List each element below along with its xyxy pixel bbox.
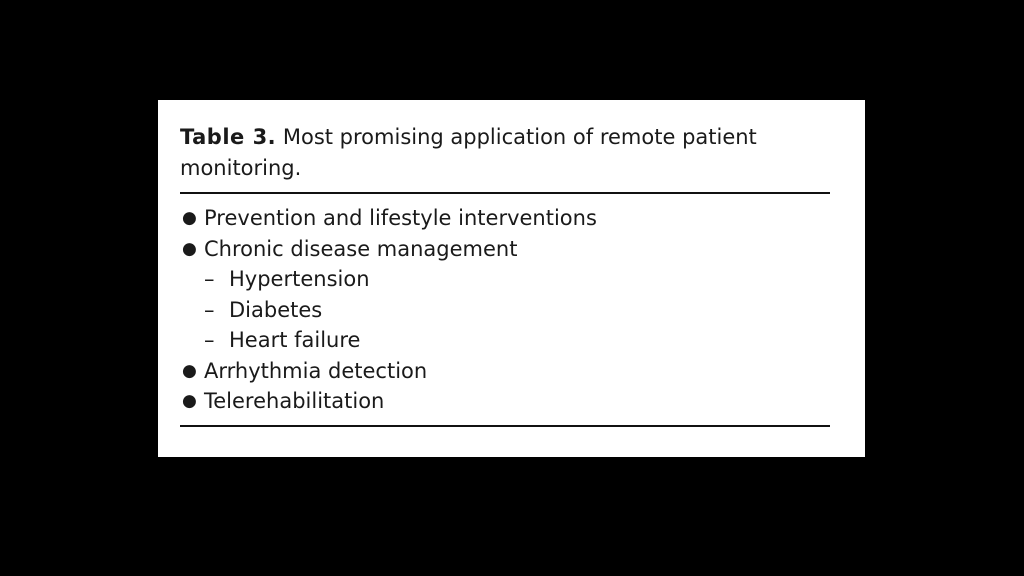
sub-item-label: Heart failure	[229, 328, 361, 352]
list-item-label: Chronic disease management	[204, 236, 518, 261]
table-label: Table 3.	[180, 125, 277, 149]
chronic-disease-sublist	[204, 264, 830, 356]
sub-item-hypertension	[204, 264, 830, 295]
sub-item-label: Hypertension	[229, 267, 370, 291]
list-item-arrhythmia	[180, 356, 830, 387]
table-caption-text: Most promising application of remote patient monitoring.	[180, 125, 757, 180]
application-list	[180, 194, 830, 427]
list-item-label: Telerehabilitation	[204, 389, 385, 413]
bullet-icon: ●	[182, 208, 197, 228]
bullet-icon: ●	[182, 391, 197, 411]
list-item-chronic-disease	[180, 234, 830, 356]
table-card	[158, 100, 865, 457]
dash-icon: –	[204, 267, 215, 291]
list-item-prevention	[180, 203, 830, 234]
list-item-label: Prevention and lifestyle interventions	[204, 206, 597, 230]
sub-item-diabetes	[204, 295, 830, 326]
bullet-icon: ●	[182, 360, 197, 381]
sub-item-label: Diabetes	[229, 297, 323, 322]
dash-icon: –	[204, 328, 215, 352]
list-item-telerehabilitation	[180, 386, 830, 417]
dash-icon: –	[204, 297, 215, 322]
table-caption	[180, 122, 830, 194]
bullet-icon: ●	[182, 238, 197, 259]
sub-item-heart-failure	[204, 325, 830, 356]
list-item-label: Arrhythmia detection	[204, 358, 428, 383]
